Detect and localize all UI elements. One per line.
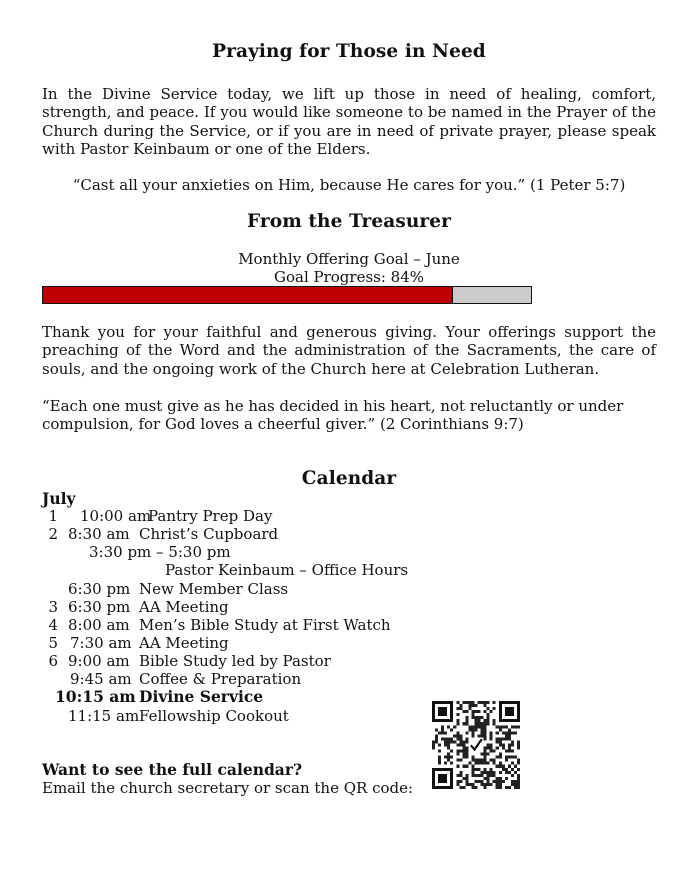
calendar-month: July [42,489,76,508]
event-name: AA Meeting [139,634,229,652]
event-time: 10:00 am [80,507,152,525]
goal-progress-fill [43,287,453,303]
event-time: 8:30 am [68,525,130,543]
event-time: 6:30 pm [68,580,131,598]
event-name: Fellowship Cookout [139,707,289,725]
event-name: Bible Study led by Pastor [139,652,331,670]
qr-code-icon[interactable] [432,701,520,789]
event-day: 1 [48,507,58,525]
event-time: 8:00 am [68,616,130,634]
event-name: New Member Class [139,580,289,598]
event-time: 10:15 am [55,687,136,706]
event-name: Men’s Bible Study at First Watch [139,616,391,634]
calendar-section-title: Calendar [301,468,397,489]
offering-goal-label: Monthly Offering Goal – June [238,250,460,268]
event-time: 9:45 am [70,670,132,688]
full-calendar-heading: Want to see the full calendar? [42,760,303,779]
goal-progress-bar [42,286,532,304]
full-calendar-note: Email the church secretary or scan the QR code: [42,779,414,797]
event-name: Pastor Keinbaum – Office Hours [165,561,409,579]
event-time: 3:30 pm – 5:30 pm [89,543,231,561]
event-time: 9:00 am [68,652,130,670]
event-day: 4 [48,616,58,634]
prayer-section-title: Praying for Those in Need [212,41,486,62]
event-name: Coffee & Preparation [139,670,302,688]
event-day: 2 [48,525,58,543]
giving-verse: “Each one must give as he has decided in his heart, not reluctantly or under compulsion, for God loves a cheerful giver.” (2 Corinthians 9:7) [42,397,624,434]
event-time: 7:30 am [70,634,132,652]
treasurer-section-title: From the Treasurer [247,211,451,232]
event-name: Divine Service [139,687,264,706]
prayer-body-text: In the Divine Service today, we lift up those in need of healing, comfort, strength, and peace. If you would like someone to be named in the Prayer of the Church during the Service, or if you are in need of private prayer, please speak with Pastor Keinbaum or one of the Elders. [42,85,656,158]
event-day: 3 [48,598,58,616]
prayer-verse: “Cast all your anxieties on Him, because He cares for you.” (1 Peter 5:7) [72,176,626,194]
event-time: 11:15 am [68,707,140,725]
treasurer-thanks-text: Thank you for your faithful and generous giving. Your offerings support the preaching of the Word and the administration of the Sacraments, the care of souls, and the ongoing work of the Church here at Celebration Lutheran. [42,323,656,378]
event-name: Christ’s Cupboard [139,525,279,543]
event-day: 6 [48,652,58,670]
event-name: AA Meeting [139,598,229,616]
event-day: 5 [48,634,58,652]
event-name: Pantry Prep Day [148,507,273,525]
goal-progress-text: Goal Progress: 84% [273,268,425,286]
event-time: 6:30 pm [68,598,131,616]
